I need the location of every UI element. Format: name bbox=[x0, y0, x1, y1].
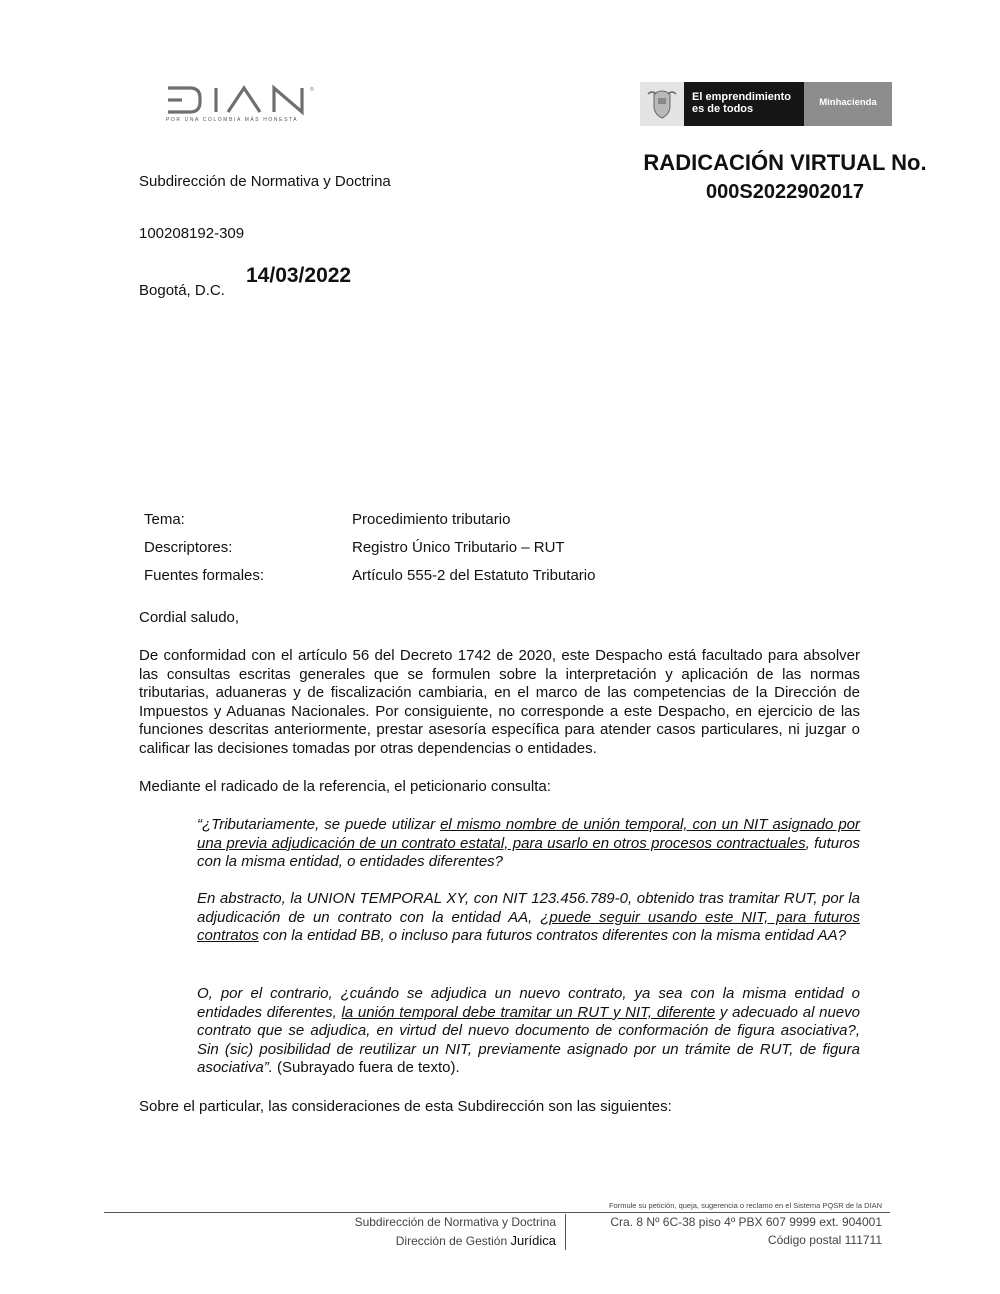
footer-direction bbox=[200, 1233, 556, 1248]
footer-vertical-divider bbox=[565, 1214, 566, 1250]
letter-date: 14/03/2022 bbox=[246, 264, 352, 287]
coat-of-arms-icon bbox=[640, 82, 684, 126]
quote-1-underlined: el mismo nombre de unión temporal, con un NIT asignado por una previa adjudicación de un contrato estatal, para usarlo en otros procesos contractuales bbox=[197, 816, 861, 852]
quote-1-text-a: “¿Tributariamente, se puede utilizar bbox=[197, 816, 441, 833]
quote-2-underlined: puede seguir usando este NIT, para futuros contratos bbox=[197, 908, 861, 945]
radicacion-number: 000S2022902017 bbox=[706, 181, 864, 203]
quote-paragraph-1 bbox=[197, 816, 860, 872]
tema-label: Tema: bbox=[144, 511, 185, 528]
government-banner bbox=[640, 82, 892, 126]
footer-office: Subdirección de Normativa y Doctrina bbox=[354, 1215, 556, 1229]
quote-3-text-a: O, por el contrario, ¿cuándo se adjudica un nuevo contrato, ya sea con la misma entidad o entidades diferentes, bbox=[197, 985, 860, 1021]
dian-wordmark bbox=[160, 80, 330, 120]
paragraph-competence: De conformidad con el artículo 56 del Decreto 1742 de 2020, este Despacho está facultado para absolver las consultas escritas generales que se formulen sobre la interpretación y aplicación de las normas tributarias, aduaneras y de fiscalización cambiaria, en el marco de las competencias de la Dirección de Impuestos y Aduanas Nacionales. Por consiguiente, no corresponde a este Despacho, en ejercicio de las funciones descritas anteriormente, prestar asesoría específica para atender casos particulares, ni juzgar o calificar las decisiones tomadas por otras dependencias o entidades. bbox=[139, 647, 860, 757]
footer-pqsr-notice: Formule su petición, queja, sugerencia o reclamo en el Sistema PQSR de la DIAN bbox=[608, 1201, 882, 1210]
tema-value: Procedimiento tributario bbox=[352, 511, 511, 528]
footer-postal-code: Código postal 111711 bbox=[767, 1233, 882, 1247]
footer-divider bbox=[104, 1212, 890, 1213]
government-slogan: El emprendimiento es de todos bbox=[692, 91, 792, 115]
quote-paragraph-3 bbox=[197, 985, 860, 1078]
quote-3-note: (Subrayado fuera de texto). bbox=[272, 1059, 460, 1077]
slogan-panel bbox=[684, 82, 804, 126]
fuentes-value: Artículo 555-2 del Estatuto Tributario bbox=[352, 567, 596, 584]
quote-paragraph-2 bbox=[197, 890, 860, 946]
footer-direction-prefix: Dirección de Gestión bbox=[395, 1234, 511, 1248]
ministry-name: Minhacienda bbox=[819, 97, 877, 108]
greeting: Cordial saludo, bbox=[139, 609, 240, 626]
reference-code: 100208192-309 bbox=[139, 225, 245, 242]
city: Bogotá, D.C. bbox=[139, 282, 225, 299]
descriptores-value: Registro Único Tributario – RUT bbox=[352, 539, 565, 556]
descriptores-label: Descriptores: bbox=[144, 539, 233, 556]
footer-direction-strong: Jurídica bbox=[510, 1233, 556, 1248]
footer-address: Cra. 8 Nº 6C-38 piso 4º PBX 607 9999 ext. 904001 bbox=[610, 1215, 882, 1229]
dian-tagline: POR UNA COLOMBIA MÁS HONESTA bbox=[166, 117, 299, 123]
quote-3-underlined: la unión temporal debe tramitar un RUT y NIT, diferente bbox=[341, 1003, 716, 1021]
quote-1-text-b: , futuros con la misma entidad, o entidades diferentes? bbox=[197, 834, 860, 871]
paragraph-considerations: Sobre el particular, las consideraciones de esta Subdirección son las siguientes: bbox=[139, 1098, 672, 1115]
ministry-panel bbox=[804, 82, 892, 126]
svg-text:®: ® bbox=[310, 87, 314, 93]
quote-2-text-a: En abstracto, la UNION TEMPORAL XY, con NIT 123.456.789-0, obtenido tras tramitar RUT, por la adjudicación de un contrato con la entidad AA, ¿ bbox=[197, 890, 860, 926]
office-name: Subdirección de Normativa y Doctrina bbox=[139, 173, 391, 190]
quote-3-text-b: y adecuado al nuevo contrato que se adjudica, en virtud del nuevo documento de conformación de figura asociativa?, Sin (sic) posibilidad de reutilizar un NIT, previamente asignado por un trámite de RUT, de figura asociativa”. bbox=[197, 1003, 860, 1077]
quote-2-text-b: con la entidad BB, o incluso para futuros contratos diferentes con la misma entidad AA? bbox=[258, 927, 846, 945]
radicacion-title: RADICACIÓN VIRTUAL No. bbox=[643, 150, 927, 175]
paragraph-consultation-intro: Mediante el radicado de la referencia, el peticionario consulta: bbox=[139, 778, 551, 795]
fuentes-label: Fuentes formales: bbox=[144, 567, 265, 584]
dian-logo bbox=[160, 80, 330, 130]
